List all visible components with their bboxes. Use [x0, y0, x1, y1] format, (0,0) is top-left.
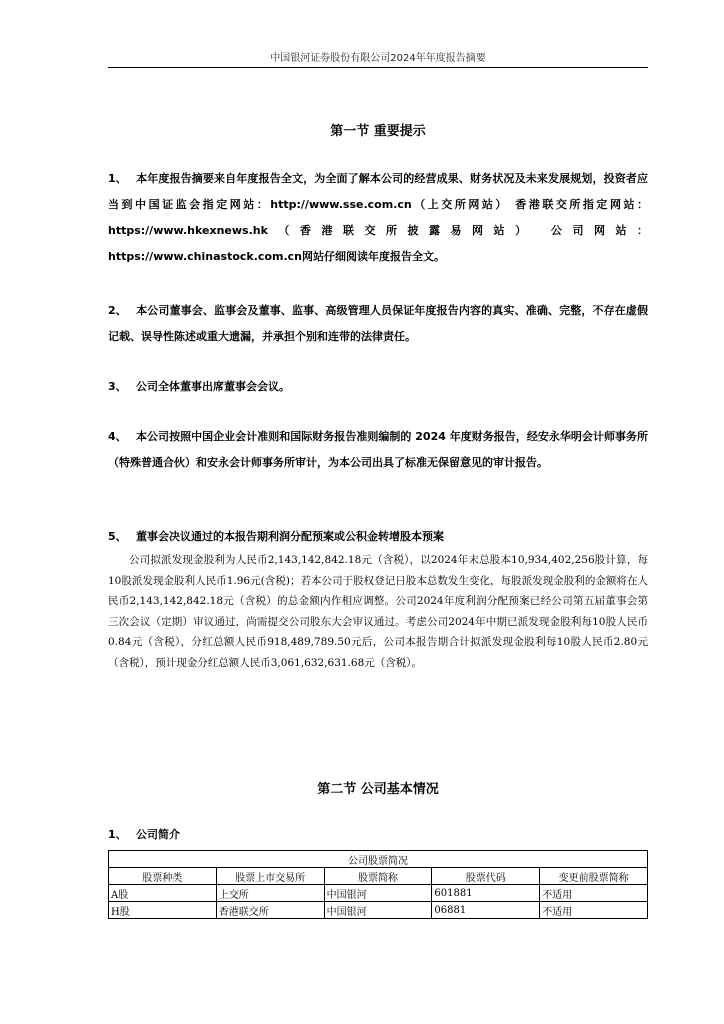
- column-header: 股票简称: [324, 868, 432, 885]
- dividend-plan-text: 公司拟派发现金股利为人民币2,143,142,842.18元（含税），以2024年末总股本10,934,402,256股计算，每10股派发现金股利人民币1.96元(含税)；若本公司于股权登记日股本总数发生变化，每股派发现金股利的金额将在人民币2,143,142,842.18元（含税）的总金额内作相应调整。公司2024年度利润分配预案已经公司第五届董事会第三次会议（定期）审议通过，尚需提交公司股东大会审议通过。考虑公司2024年中期已派发现金股利每10股人民币0.84元（含税），分红总额人民币918,489,789.50元后，公司本报告期合计拟派发现金股利每10股人民币2.80元（含税），预计现金分红总额人民币3,061,632,631.68元（含税）。: [108, 554, 648, 669]
- table-cell: 601881: [432, 885, 540, 902]
- header-divider: [108, 67, 648, 68]
- table-caption: 公司股票简况: [109, 851, 648, 868]
- notice-item-2: [108, 298, 648, 350]
- notice-item-1: [108, 166, 648, 270]
- table-row: [109, 885, 648, 902]
- table-cell: 不适用: [540, 902, 648, 919]
- item-text: 公司简介: [136, 828, 180, 841]
- column-header: 股票种类: [109, 868, 217, 885]
- column-header: 股票代码: [432, 868, 540, 885]
- table-cell: H股: [109, 902, 217, 919]
- column-header: 变更前股票简称: [540, 868, 648, 885]
- item-number: 2、: [108, 304, 127, 317]
- notice-item-5: [108, 524, 648, 550]
- item-number: 3、: [108, 380, 127, 393]
- table-header-row: [109, 868, 648, 885]
- item-text: 董事会决议通过的本报告期利润分配预案或公积金转增股本预案: [136, 530, 444, 543]
- item-number: 1、: [108, 828, 127, 841]
- table-cell: 06881: [432, 902, 540, 919]
- table-row: [109, 902, 648, 919]
- item-text: 本公司董事会、监事会及董事、监事、高级管理人员保证年度报告内容的真实、准确、完整，不存在虚假记载、误导性陈述或重大遗漏，并承担个别和连带的法律责任。: [108, 304, 648, 343]
- section-1-title: 第一节 重要提示: [330, 124, 426, 139]
- table-cell: 中国银河: [324, 902, 432, 919]
- table-cell: 香港联交所: [216, 902, 324, 919]
- notice-item-4: [108, 424, 648, 476]
- table-cell: 上交所: [216, 885, 324, 902]
- item-number: 5、: [108, 530, 127, 543]
- page-header: 中国银河证券股份有限公司2024年年度报告摘要: [270, 53, 486, 64]
- item-number: 1、: [108, 172, 127, 185]
- table-cell: A股: [109, 885, 217, 902]
- notice-item-3: [108, 374, 648, 400]
- item-text: 本公司按照中国企业会计准则和国际财务报告准则编制的 2024 年度财务报告，经安永华明会计师事务所（特殊普通合伙）和安永会计师事务所审计，为本公司出具了标准无保留意见的审计报告。: [108, 430, 648, 469]
- item-text: 公司全体董事出席董事会会议。: [136, 380, 290, 393]
- item-number: 4、: [108, 430, 127, 443]
- company-profile-heading: [108, 822, 648, 848]
- table-cell: 中国银河: [324, 885, 432, 902]
- section-2-title: 第二节 公司基本情况: [317, 782, 439, 797]
- column-header: 股票上市交易所: [216, 868, 324, 885]
- item-text: 本年度报告摘要来自年度报告全文，为全面了解本公司的经营成果、财务状况及未来发展规划，投资者应当到中国证监会指定网站：http://www.sse.com.cn（上交所网站） 香港联交所指定网站：https://www.hkexnews.hk（香港联交所披露易网站） 公司网站：https://www.chinastock.com.cn网站仔细阅读年度报告全文。: [108, 172, 648, 263]
- table-cell: 不适用: [540, 885, 648, 902]
- stock-info-table: [108, 850, 648, 919]
